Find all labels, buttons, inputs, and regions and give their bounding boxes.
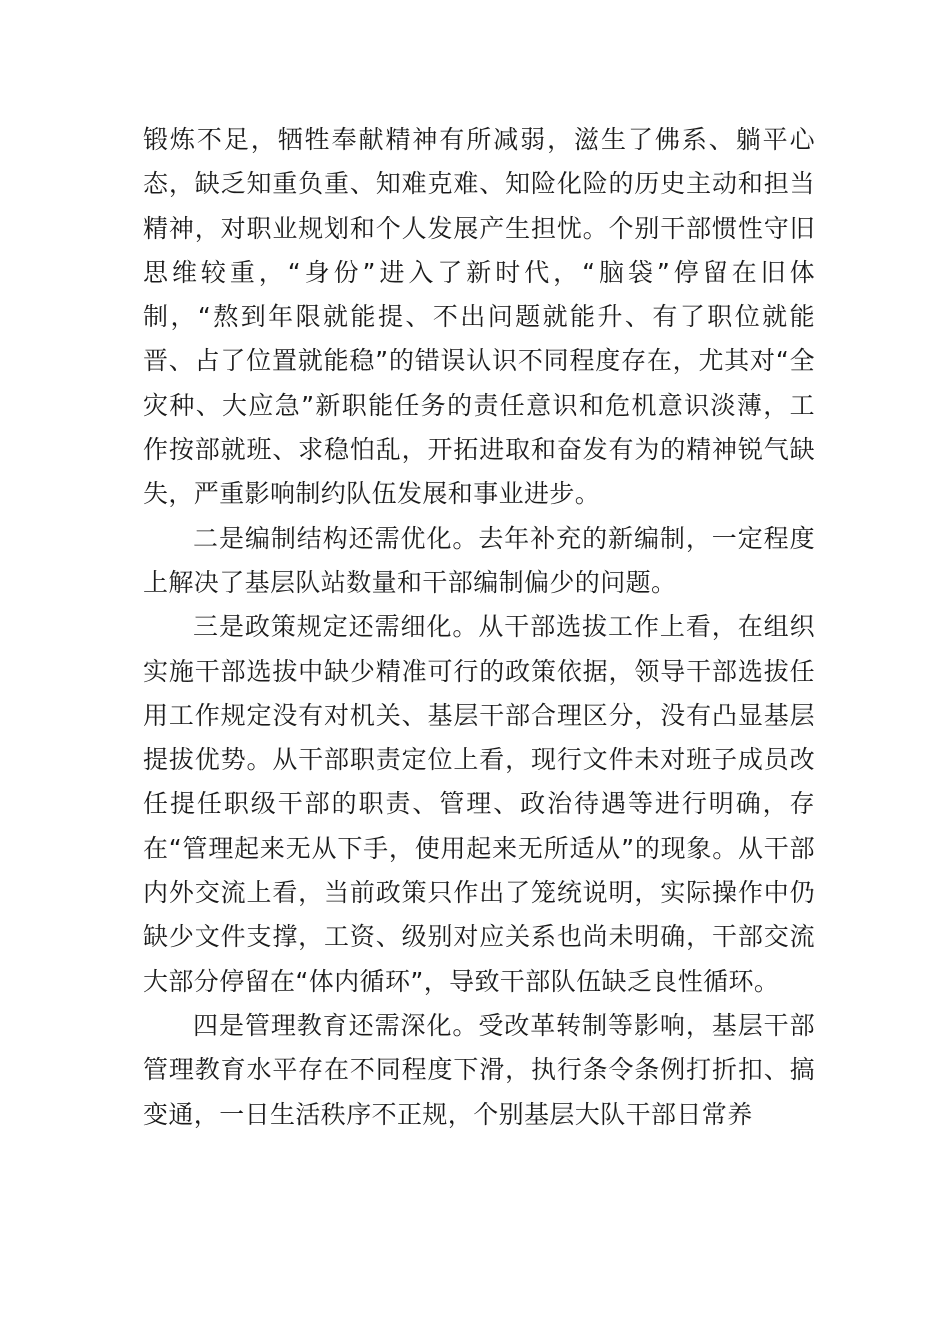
paragraph-point-three: 三是政策规定还需细化。从干部选拔工作上看，在组织实施干部选拔中缺少精准可行的政策依据，领导干部选拔任用工作规定没有对机关、基层干部合理区分，没有凸显基层提拔优势。从干部职责定位上看，现行文件未对班子成员改任提任职级干部的职责、管理、政治待遇等进行明确，存在“管理起来无从下手，使用起来无所适从”的现象。从干部内外交流上看，当前政策只作出了笼统说明，实际操作中仍缺少文件支撑，工资、级别对应关系也尚未明确，干部交流大部分停留在“体内循环”，导致干部队伍缺乏良性循环。 [143, 612, 815, 996]
paragraph-continuation: 锻炼不足，牺牲奉献精神有所减弱，滋生了佛系、躺平心态，缺乏知重负重、知难克难、知险化险的历史主动和担当精神，对职业规划和个人发展产生担忧。个别干部惯性守旧思维较重，“身份”进入了新时代，“脑袋”停留在旧体制，“熬到年限就能提、不出问题就能升、有了职位就能晋、占了位置就能稳”的错误认识不同程度存在，尤其对“全灾种、大应急”新职能任务的责任意识和危机意识淡薄，工作按部就班、求稳怕乱，开拓进取和奋发有为的精神锐气缺失，严重影响制约队伍发展和事业进步。 [143, 125, 815, 509]
paragraph-point-four: 四是管理教育还需深化。受改革转制等影响，基层干部管理教育水平存在不同程度下滑，执行条令条例打折扣、搞变通，一日生活秩序不正规，个别基层大队干部日常养 [143, 1010, 815, 1129]
document-body [143, 118, 815, 1137]
paragraph-point-two: 二是编制结构还需优化。去年补充的新编制，一定程度上解决了基层队站数量和干部编制偏少的问题。 [143, 523, 815, 597]
